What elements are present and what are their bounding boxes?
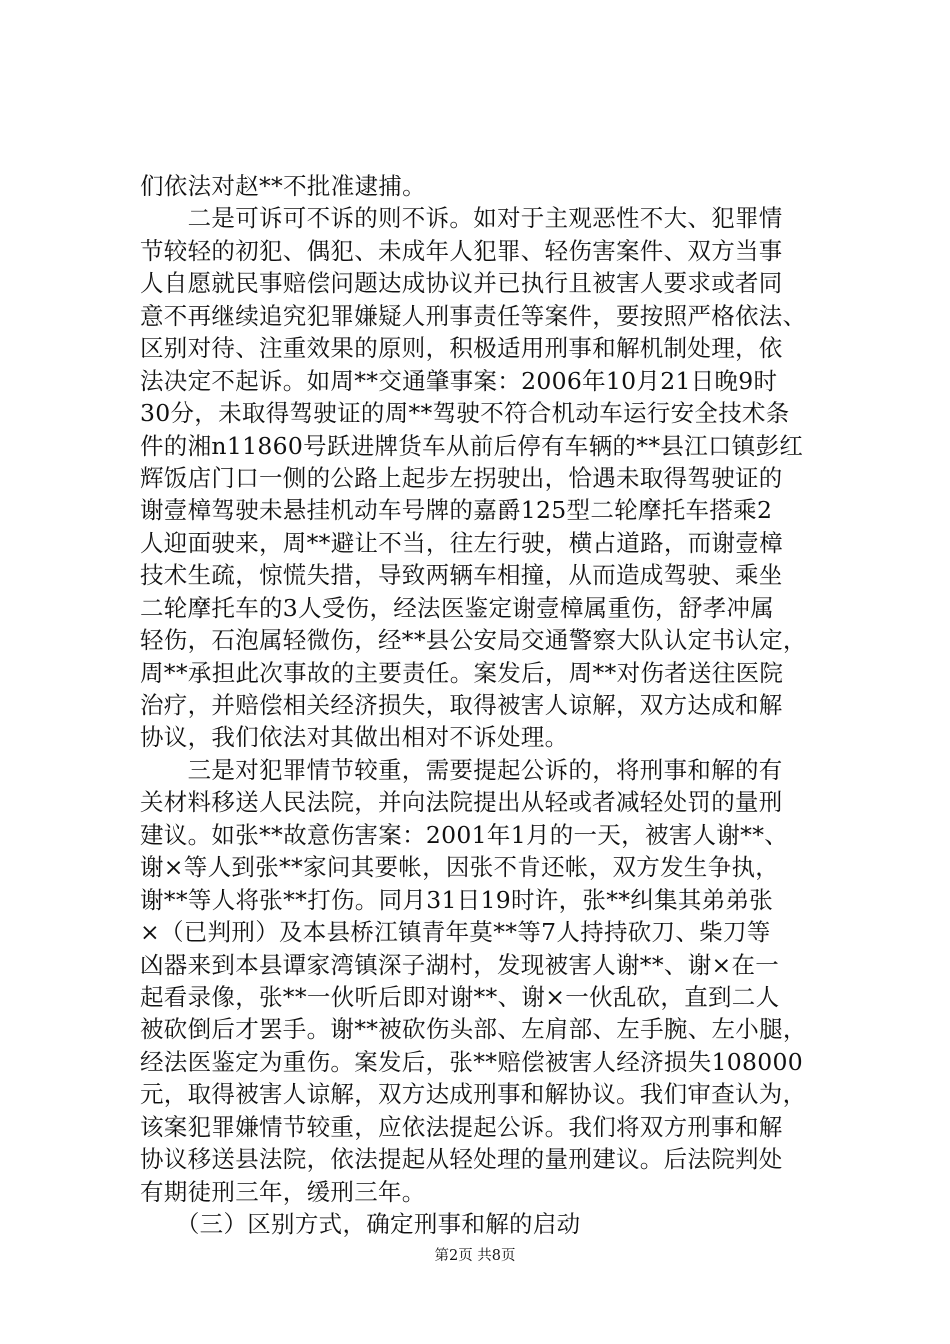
text-line: （三）区别方式，确定刑事和解的启动 <box>140 1210 581 1238</box>
text-line: 起看录像，张**一伙听后即对谢**、谢×一伙乱砍，直到二人 <box>140 982 780 1011</box>
text-line: 谢**等人将张**打伤。同月31日19时许，张**纠集其弟弟张 <box>140 885 774 914</box>
text-line: 谢壹樟驾驶未悬挂机动车号牌的嘉爵125型二轮摩托车搭乘2 <box>140 496 773 525</box>
text-line: 30分，未取得驾驶证的周**驾驶不符合机动车运行安全技术条 <box>140 399 790 428</box>
body-text <box>140 170 846 1240</box>
text-line: 们依法对赵**不批准逮捕。 <box>140 172 426 200</box>
text-line: 法决定不起诉。如周**交通肇事案：2006年10月21日晚9时 <box>140 366 778 395</box>
text-line: 周**承担此次事故的主要责任。案发后，周**对伤者送往医院 <box>140 658 784 687</box>
text-line: ×（已判刑）及本县桥江镇青年莫**等7人持持砍刀、柴刀等 <box>140 918 771 947</box>
page-footer: 第2页 共8页 <box>434 1248 516 1264</box>
text-line: 二是可诉可不诉的则不诉。如对于主观恶性不大、犯罪情 <box>140 204 783 233</box>
text-line: 人迎面驶来，周**避让不当，往左行驶，横占道路，而谢壹樟 <box>140 528 783 557</box>
text-line: 协议移送县法院，依法提起从轻处理的量刑建议。后法院判处 <box>140 1145 783 1174</box>
text-line: 经法医鉴定为重伤。案发后，张**赔偿被害人经济损失108000 <box>140 1047 804 1076</box>
text-line: 节较轻的初犯、偶犯、未成年人犯罪、轻伤害案件、双方当事 <box>140 236 783 265</box>
text-line: 凶器来到本县谭家湾镇深子湖村，发现被害人谢**、谢×在一 <box>140 950 780 979</box>
text-line: 辉饭店门口一侧的公路上起步左拐驶出，恰遇未取得驾驶证的 <box>140 463 783 492</box>
text-line: 该案犯罪嫌情节较重，应依法提起公诉。我们将双方刑事和解 <box>140 1112 783 1141</box>
text-line: 人自愿就民事赔偿问题达成协议并已执行且被害人要求或者同 <box>140 269 783 298</box>
text-line: 技术生疏，惊慌失措，导致两辆车相撞，从而造成驾驶、乘坐 <box>140 561 783 590</box>
text-line: 有期徒刑三年，缓刑三年。 <box>140 1177 426 1206</box>
text-line: 治疗，并赔偿相关经济损失，取得被害人谅解，双方达成和解 <box>140 691 783 719</box>
text-line: 元，取得被害人谅解，双方达成刑事和解协议。我们审查认为， <box>140 1080 807 1109</box>
text-line: 二轮摩托车的3人受伤，经法医鉴定谢壹樟属重伤，舒孝冲属 <box>140 593 775 622</box>
text-line: 谢×等人到张**家问其要帐，因张不肯还帐，双方发生争执， <box>140 853 780 882</box>
text-line: 关材料移送人民法院，并向法院提出从轻或者减轻处罚的量刑 <box>140 788 783 817</box>
text-line: 三是对犯罪情节较重，需要提起公诉的，将刑事和解的有 <box>140 755 783 784</box>
text-line: 意不再继续追究犯罪嫌疑人刑事责任等案件，要按照严格依法、 <box>140 301 807 330</box>
text-line: 协议，我们依法对其做出相对不诉处理。 <box>140 723 569 752</box>
text-line: 件的湘n11860号跃进牌货车从前后停有车辆的**县江口镇彭红 <box>140 431 804 460</box>
text-line: 轻伤，石泡属轻微伤，经**县公安局交通警察大队认定书认定， <box>140 626 807 655</box>
text-line: 被砍倒后才罢手。谢**被砍伤头部、左肩部、左手腕、左小腿， <box>140 1015 807 1044</box>
text-line: 建议。如张**故意伤害案：2001年1月的一天，被害人谢**、 <box>140 820 789 849</box>
text-line: 区别对待、注重效果的原则，积极适用刑事和解机制处理，依 <box>140 334 783 363</box>
